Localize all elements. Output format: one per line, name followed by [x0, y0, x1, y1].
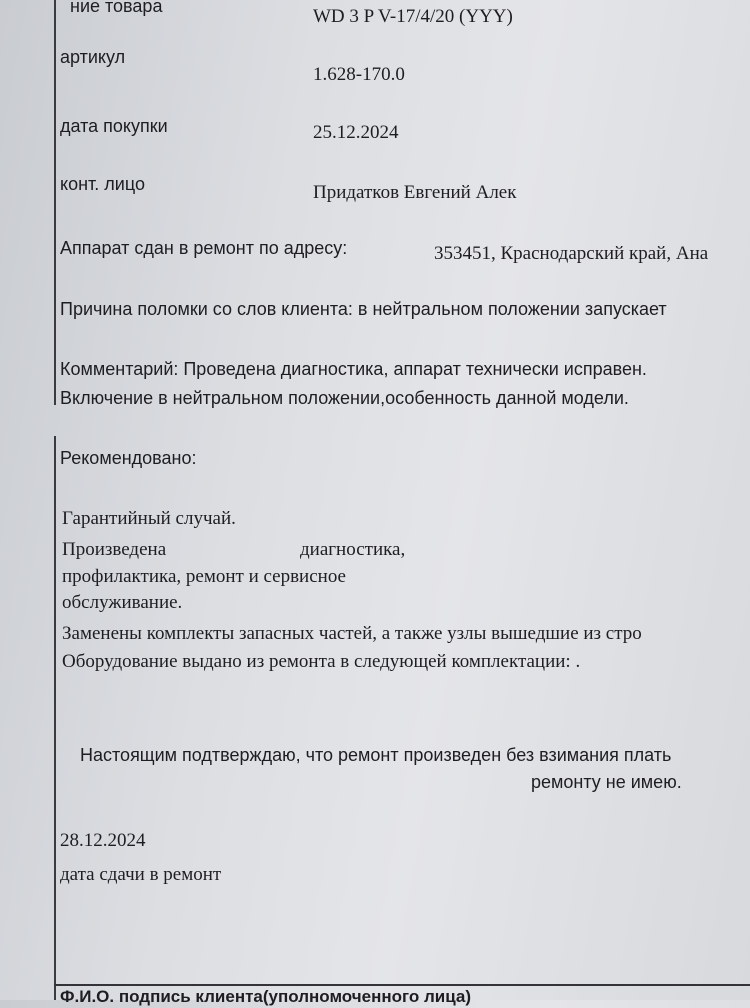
work-line-1-a: Произведена: [62, 539, 167, 560]
failure-reason: Причина поломки со слов клиента: в нейтральном положении запускает: [60, 299, 667, 319]
product-name-label: ние товара: [70, 0, 163, 16]
table-border-left-top: [54, 0, 56, 405]
article-label: артикул: [60, 47, 126, 67]
address-value: 353451, Краснодарский край, Ана: [434, 243, 709, 264]
work-line-3: обслуживание.: [62, 592, 183, 613]
contact-label: конт. лицо: [60, 174, 145, 194]
equipment-issued: Оборудование выдано из ремонта в следующей комплектации: .: [62, 651, 581, 672]
work-line-1-b: диагностика,: [300, 539, 406, 560]
comment-line-2: Включение в нейтральном положении,особенность данной модели.: [60, 388, 629, 408]
purchase-date-value: 25.12.2024: [313, 122, 399, 143]
comment-line-1: Комментарий: Проведена диагностика, аппарат технически исправен.: [60, 359, 647, 379]
warranty-case: Гарантийный случай.: [62, 508, 236, 529]
recommended-label: Рекомендовано:: [60, 448, 197, 468]
handover-date-label: дата сдачи в ремонт: [60, 864, 222, 885]
article-value: 1.628-170.0: [313, 64, 405, 85]
product-name-value: WD 3 P V-17/4/20 (YYY): [313, 6, 513, 27]
handover-date: 28.12.2024: [60, 830, 146, 851]
signature-label: Ф.И.О. подпись клиента(уполномоченного лица): [60, 987, 471, 1006]
replaced-parts: Заменены комплекты запасных частей, а также узлы вышедшие из стро: [62, 623, 642, 644]
table-border-left-bottom: [54, 436, 56, 1000]
contact-value: Придатков Евгений Алек: [313, 182, 517, 203]
work-line-2: профилактика, ремонт и сервисное: [62, 566, 346, 587]
confirmation-line-1: Настоящим подтверждаю, что ремонт произведен без взимания плать: [80, 745, 672, 765]
confirmation-line-2: ремонту не имею.: [531, 772, 682, 792]
address-label: Аппарат сдан в ремонт по адресу:: [60, 238, 348, 258]
purchase-date-label: дата покупки: [60, 116, 168, 136]
